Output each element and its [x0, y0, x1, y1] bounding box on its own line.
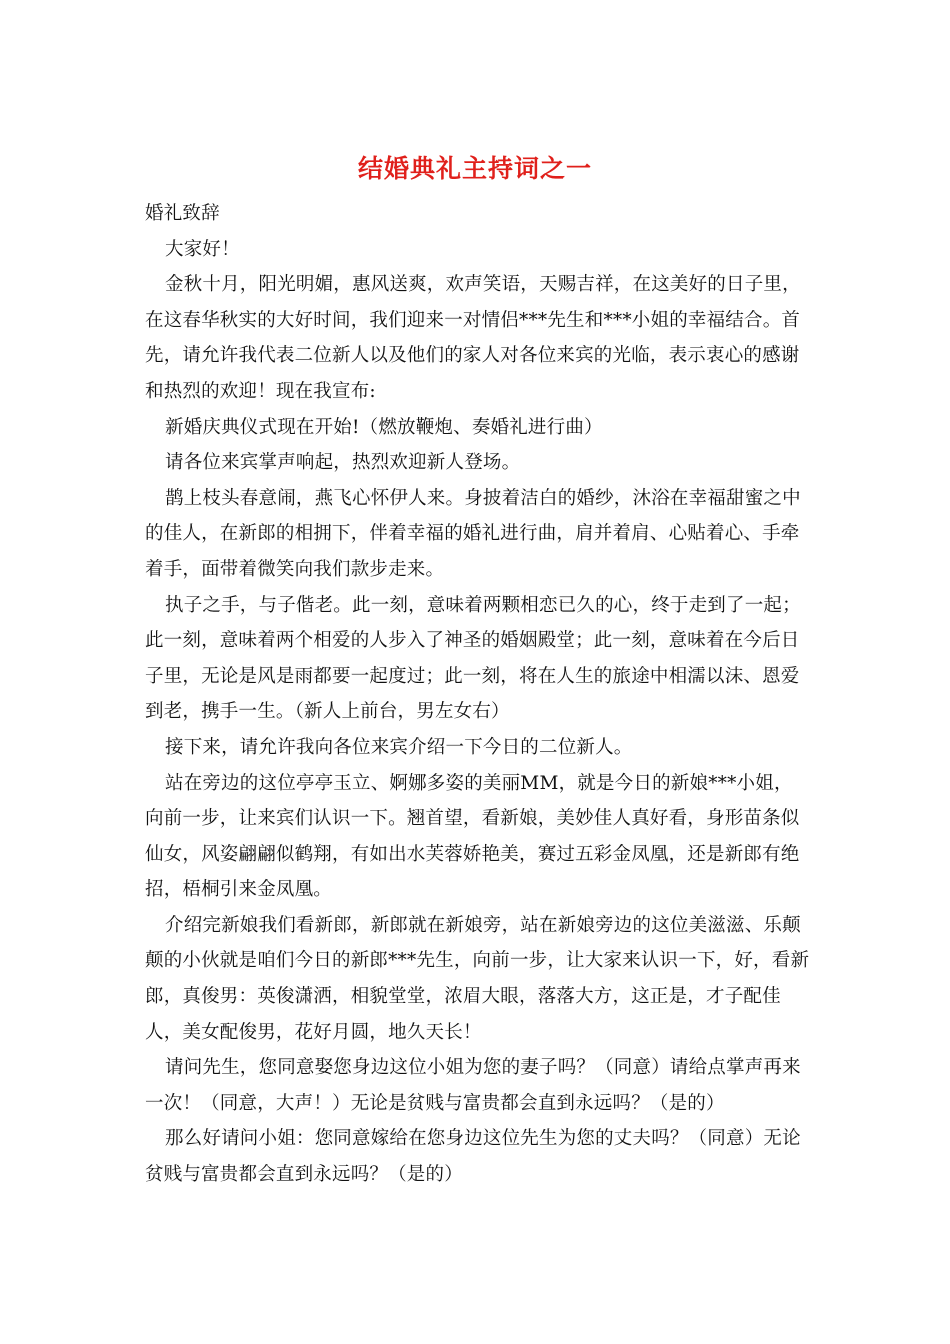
- paragraph: 请各位来宾掌声响起，热烈欢迎新人登场。: [165, 452, 521, 474]
- paragraph: 新婚庆典仪式现在开始!（燃放鞭炮、奏婚礼进行曲）: [165, 416, 603, 438]
- paragraph: 鹊上枝头春意闹，燕飞心怀伊人来。身披着洁白的婚纱，沐浴在幸福甜蜜之中的佳人，在新郎的相拥下，伴着幸福的婚礼进行曲，肩并着肩、心贴着心、手牵着手，面带着微笑向我们款步走来。: [145, 487, 801, 580]
- paragraph: 请问先生，您同意娶您身边这位小姐为您的妻子吗？（同意）请给点掌声再来一次！（同意，大声！）无论是贫贱与富贵都会直到永远吗？（是的）: [145, 1057, 801, 1114]
- paragraph: 大家好！: [165, 238, 240, 260]
- paragraph: 婚礼致辞: [145, 203, 220, 224]
- document-body: [145, 196, 810, 1193]
- paragraph: 站在旁边的这位亭亭玉立、婀娜多姿的美丽MM，就是今日的新娘***小姐，向前一步，让来宾们认识一下。翘首望，看新娘，美妙佳人真好看，身形苗条似仙女，风姿翩翩似鹤翔，有如出水芙蓉娇艳美，赛过五彩金凤凰，还是新郎有绝招，梧桐引来金凤凰。: [145, 772, 800, 901]
- paragraph: 执子之手，与子偕老。此一刻，意味着两颗相恋已久的心，终于走到了一起；此一刻，意味着两个相爱的人步入了神圣的婚姻殿堂；此一刻，意味着在今后日子里，无论是风是雨都要一起度过；此一刻，将在人生的旅途中相濡以沫、恩爱到老，携手一生。（新人上前台，男左女右）: [145, 594, 801, 723]
- paragraph: 接下来，请允许我向各位来宾介绍一下今日的二位新人。: [165, 736, 633, 758]
- paragraph: 那么好请问小姐：您同意嫁给在您身边这位先生为您的丈夫吗？（同意）无论贫贱与富贵都会直到永远吗？（是的）: [145, 1128, 801, 1186]
- paragraph: 金秋十月，阳光明媚，惠风送爽，欢声笑语，天赐吉祥，在这美好的日子里，在这春华秋实的大好时间，我们迎来一对情侣***先生和***小姐的幸福结合。首先，请允许我代表二位新人以及他们的家人对各位来宾的光临，表示衷心的感谢和热烈的欢迎！现在我宣布:: [145, 274, 801, 402]
- document-title: 结婚典礼主持词之一: [357, 154, 592, 183]
- paragraph: 介绍完新娘我们看新郎，新郎就在新娘旁，站在新娘旁边的这位美滋滋、乐颠颠的小伙就是咱们今日的新郎***先生，向前一步，让大家来认识一下，好，看新郎，真俊男：英俊潇洒，相貌堂堂，浓眉大眼，落落大方，这正是，才子配佳人，美女配俊男，花好月圆，地久天长！: [145, 914, 810, 1043]
